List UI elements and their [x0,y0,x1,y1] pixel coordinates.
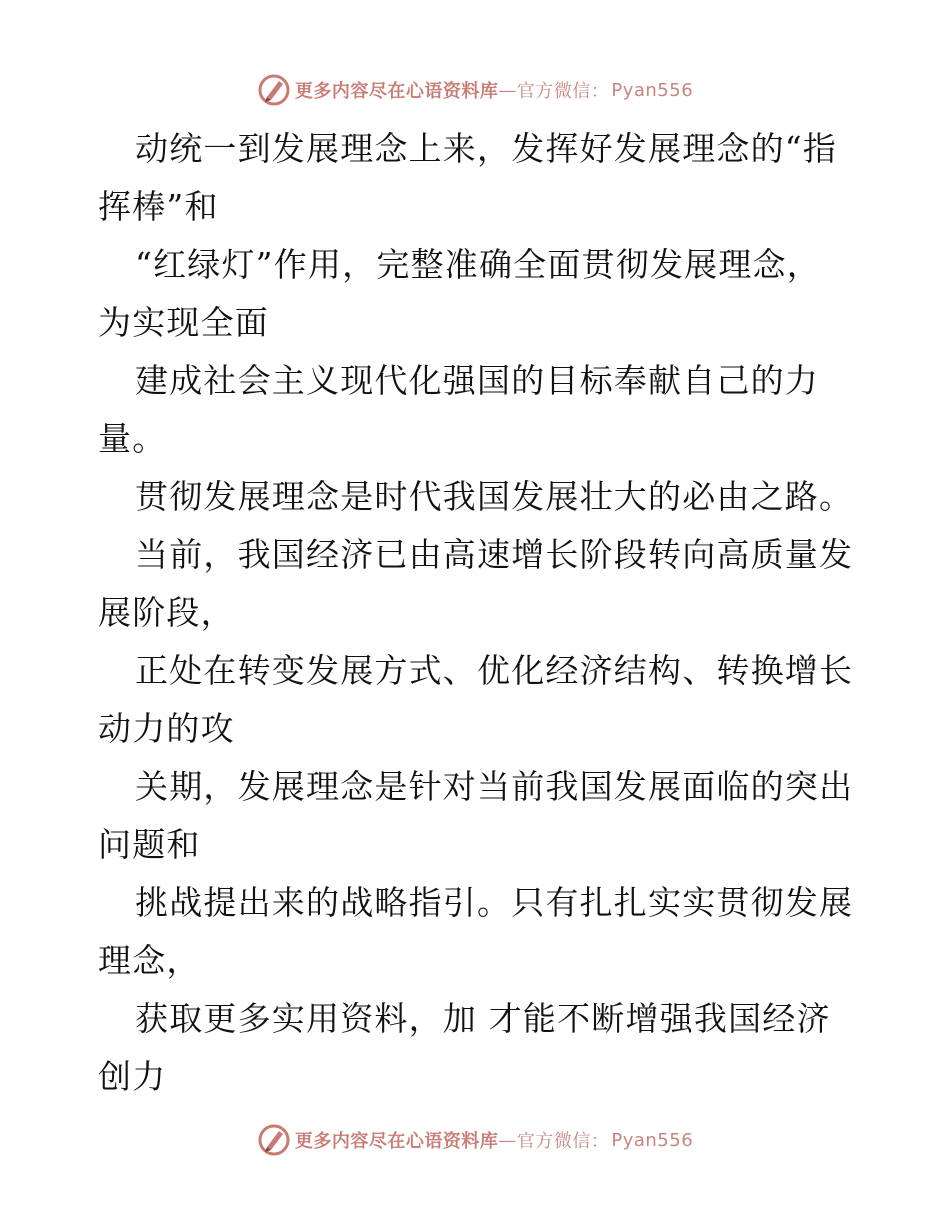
paragraph-line: 获取更多实用资料，加 才能不断增强我国经济 [135,999,831,1038]
paragraph-line: 为实现全面 [98,303,269,342]
paragraph-line: 挥棒”和 [98,187,219,226]
paragraph [98,352,858,468]
paragraph [98,758,858,874]
paragraph-line: 量。 [98,419,167,458]
pen-logo-icon [257,1123,291,1157]
paragraph [98,526,858,642]
watermark-dash: — [498,79,517,101]
paragraph-line: 关期，发展理念是针对当前我国发展面临的突出 [135,767,854,806]
paragraph-line: 当前，我国经济已由高速增长阶段转向高质量发 [135,535,854,574]
paragraph [98,468,858,526]
watermark-brand: 更多内容尽在心语资料库 [294,1131,499,1152]
watermark-brand: 更多内容尽在心语资料库 [294,81,499,102]
paragraph [98,874,858,990]
body-text [98,120,858,1106]
watermark-id: Pyan556 [611,79,694,101]
paragraph-line: 挑战提出来的战略指引。只有扎扎实实贯彻发展 [135,883,854,922]
paragraph-line: 建成社会主义现代化强国的目标奉献自己的力 [135,361,819,400]
paragraph-line: 贯彻发展理念是时代我国发展壮大的必由之路。 [135,477,854,516]
paragraph-line: 创力 [98,1057,167,1096]
paragraph [98,120,858,236]
paragraph [98,990,858,1106]
header-watermark [0,70,950,110]
pen-logo-icon [257,73,291,107]
footer-watermark [0,1120,950,1160]
watermark-dash: — [498,1129,517,1151]
watermark-label: 官方微信： [516,81,610,102]
paragraph-line: 问题和 [98,825,201,864]
paragraph-line: 动统一到发展理念上来，发挥好发展理念的“指 [135,129,838,168]
paragraph-line: 理念， [98,941,201,980]
paragraph-line: “红绿灯”作用，完整准确全面贯彻发展理念， [135,245,821,284]
paragraph-line: 动力的攻 [98,709,235,748]
paragraph-line: 正处在转变发展方式、优化经济结构、转换增长 [135,651,854,690]
paragraph [98,236,858,352]
watermark-label: 官方微信： [516,1131,610,1152]
watermark-id: Pyan556 [611,1129,694,1151]
paragraph [98,642,858,758]
paragraph-line: 展阶段， [98,593,235,632]
